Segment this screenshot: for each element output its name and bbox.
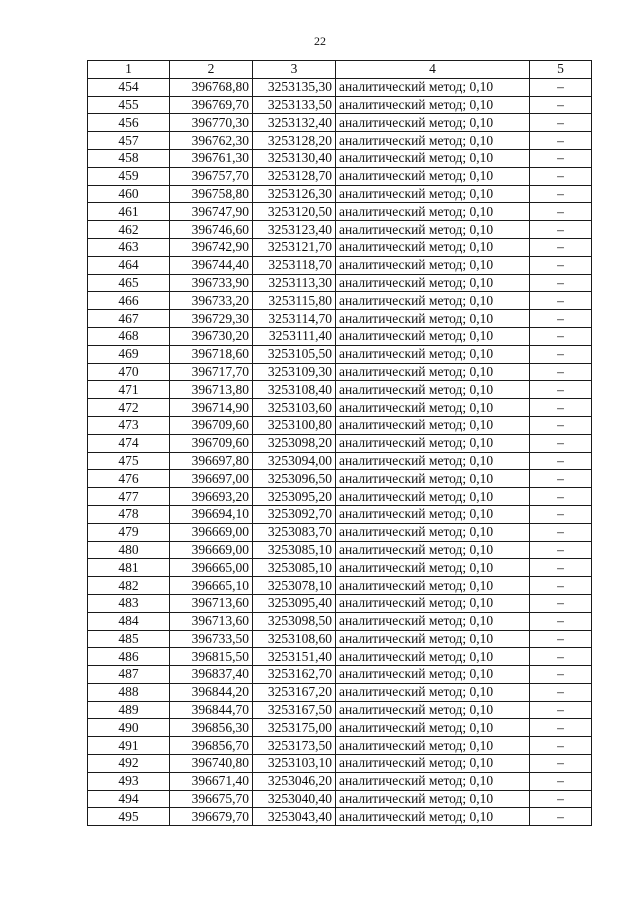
point-number-cell: 468 xyxy=(88,327,170,345)
point-number-cell: 478 xyxy=(88,505,170,523)
table-row xyxy=(88,683,592,701)
point-number-cell: 461 xyxy=(88,203,170,221)
y-coordinate-cell: 3253120,50 xyxy=(253,203,336,221)
x-coordinate-cell: 396713,60 xyxy=(170,612,253,630)
header-col-4: 4 xyxy=(336,61,530,79)
note-cell: – xyxy=(530,78,592,96)
table-row xyxy=(88,772,592,790)
method-accuracy-cell: аналитический метод; 0,10 xyxy=(336,238,530,256)
point-number-cell: 479 xyxy=(88,523,170,541)
y-coordinate-cell: 3253095,40 xyxy=(253,594,336,612)
point-number-cell: 490 xyxy=(88,719,170,737)
y-coordinate-cell: 3253118,70 xyxy=(253,256,336,274)
point-number-cell: 484 xyxy=(88,612,170,630)
method-accuracy-cell: аналитический метод; 0,10 xyxy=(336,363,530,381)
x-coordinate-cell: 396844,20 xyxy=(170,683,253,701)
table-row xyxy=(88,808,592,826)
point-number-cell: 491 xyxy=(88,737,170,755)
method-accuracy-cell: аналитический метод; 0,10 xyxy=(336,505,530,523)
table-row xyxy=(88,790,592,808)
point-number-cell: 458 xyxy=(88,149,170,167)
method-accuracy-cell: аналитический метод; 0,10 xyxy=(336,541,530,559)
y-coordinate-cell: 3253126,30 xyxy=(253,185,336,203)
note-cell: – xyxy=(530,416,592,434)
point-number-cell: 474 xyxy=(88,434,170,452)
method-accuracy-cell: аналитический метод; 0,10 xyxy=(336,256,530,274)
note-cell: – xyxy=(530,559,592,577)
method-accuracy-cell: аналитический метод; 0,10 xyxy=(336,149,530,167)
y-coordinate-cell: 3253109,30 xyxy=(253,363,336,381)
point-number-cell: 477 xyxy=(88,488,170,506)
note-cell: – xyxy=(530,149,592,167)
header-col-1: 1 xyxy=(88,61,170,79)
note-cell: – xyxy=(530,452,592,470)
point-number-cell: 481 xyxy=(88,559,170,577)
x-coordinate-cell: 396729,30 xyxy=(170,310,253,328)
method-accuracy-cell: аналитический метод; 0,10 xyxy=(336,399,530,417)
method-accuracy-cell: аналитический метод; 0,10 xyxy=(336,327,530,345)
x-coordinate-cell: 396675,70 xyxy=(170,790,253,808)
point-number-cell: 462 xyxy=(88,221,170,239)
method-accuracy-cell: аналитический метод; 0,10 xyxy=(336,167,530,185)
y-coordinate-cell: 3253123,40 xyxy=(253,221,336,239)
page-number: 22 xyxy=(314,34,326,48)
note-cell: – xyxy=(530,541,592,559)
x-coordinate-cell: 396747,90 xyxy=(170,203,253,221)
method-accuracy-cell: аналитический метод; 0,10 xyxy=(336,755,530,773)
table-row xyxy=(88,256,592,274)
method-accuracy-cell: аналитический метод; 0,10 xyxy=(336,790,530,808)
note-cell: – xyxy=(530,719,592,737)
x-coordinate-cell: 396697,80 xyxy=(170,452,253,470)
table-row xyxy=(88,381,592,399)
table-row xyxy=(88,666,592,684)
method-accuracy-cell: аналитический метод; 0,10 xyxy=(336,221,530,239)
method-accuracy-cell: аналитический метод; 0,10 xyxy=(336,666,530,684)
note-cell: – xyxy=(530,737,592,755)
method-accuracy-cell: аналитический метод; 0,10 xyxy=(336,648,530,666)
table-row xyxy=(88,523,592,541)
y-coordinate-cell: 3253113,30 xyxy=(253,274,336,292)
note-cell: – xyxy=(530,612,592,630)
y-coordinate-cell: 3253167,50 xyxy=(253,701,336,719)
method-accuracy-cell: аналитический метод; 0,10 xyxy=(336,78,530,96)
table-row xyxy=(88,221,592,239)
point-number-cell: 488 xyxy=(88,683,170,701)
x-coordinate-cell: 396844,70 xyxy=(170,701,253,719)
note-cell: – xyxy=(530,274,592,292)
method-accuracy-cell: аналитический метод; 0,10 xyxy=(336,612,530,630)
point-number-cell: 486 xyxy=(88,648,170,666)
y-coordinate-cell: 3253103,10 xyxy=(253,755,336,773)
y-coordinate-cell: 3253085,10 xyxy=(253,559,336,577)
method-accuracy-cell: аналитический метод; 0,10 xyxy=(336,683,530,701)
method-accuracy-cell: аналитический метод; 0,10 xyxy=(336,701,530,719)
note-cell: – xyxy=(530,488,592,506)
note-cell: – xyxy=(530,577,592,595)
note-cell: – xyxy=(530,310,592,328)
table-row xyxy=(88,310,592,328)
table-row xyxy=(88,755,592,773)
y-coordinate-cell: 3253121,70 xyxy=(253,238,336,256)
x-coordinate-cell: 396713,60 xyxy=(170,594,253,612)
x-coordinate-cell: 396671,40 xyxy=(170,772,253,790)
y-coordinate-cell: 3253098,20 xyxy=(253,434,336,452)
method-accuracy-cell: аналитический метод; 0,10 xyxy=(336,310,530,328)
header-col-5: 5 xyxy=(530,61,592,79)
point-number-cell: 471 xyxy=(88,381,170,399)
note-cell: – xyxy=(530,185,592,203)
note-cell: – xyxy=(530,523,592,541)
method-accuracy-cell: аналитический метод; 0,10 xyxy=(336,381,530,399)
method-accuracy-cell: аналитический метод; 0,10 xyxy=(336,292,530,310)
method-accuracy-cell: аналитический метод; 0,10 xyxy=(336,274,530,292)
note-cell: – xyxy=(530,683,592,701)
table-row xyxy=(88,114,592,132)
table-header-row xyxy=(88,61,592,79)
table-row xyxy=(88,470,592,488)
table-row xyxy=(88,96,592,114)
point-number-cell: 459 xyxy=(88,167,170,185)
y-coordinate-cell: 3253167,20 xyxy=(253,683,336,701)
x-coordinate-cell: 396693,20 xyxy=(170,488,253,506)
y-coordinate-cell: 3253040,40 xyxy=(253,790,336,808)
x-coordinate-cell: 396758,80 xyxy=(170,185,253,203)
note-cell: – xyxy=(530,701,592,719)
y-coordinate-cell: 3253043,40 xyxy=(253,808,336,826)
point-number-cell: 466 xyxy=(88,292,170,310)
point-number-cell: 464 xyxy=(88,256,170,274)
table-row xyxy=(88,274,592,292)
x-coordinate-cell: 396837,40 xyxy=(170,666,253,684)
y-coordinate-cell: 3253046,20 xyxy=(253,772,336,790)
point-number-cell: 495 xyxy=(88,808,170,826)
y-coordinate-cell: 3253094,00 xyxy=(253,452,336,470)
note-cell: – xyxy=(530,630,592,648)
y-coordinate-cell: 3253114,70 xyxy=(253,310,336,328)
x-coordinate-cell: 396679,70 xyxy=(170,808,253,826)
method-accuracy-cell: аналитический метод; 0,10 xyxy=(336,114,530,132)
x-coordinate-cell: 396713,80 xyxy=(170,381,253,399)
point-number-cell: 487 xyxy=(88,666,170,684)
x-coordinate-cell: 396742,90 xyxy=(170,238,253,256)
note-cell: – xyxy=(530,327,592,345)
x-coordinate-cell: 396856,70 xyxy=(170,737,253,755)
point-number-cell: 454 xyxy=(88,78,170,96)
method-accuracy-cell: аналитический метод; 0,10 xyxy=(336,416,530,434)
y-coordinate-cell: 3253132,40 xyxy=(253,114,336,132)
point-number-cell: 476 xyxy=(88,470,170,488)
point-number-cell: 492 xyxy=(88,755,170,773)
y-coordinate-cell: 3253098,50 xyxy=(253,612,336,630)
x-coordinate-cell: 396718,60 xyxy=(170,345,253,363)
x-coordinate-cell: 396757,70 xyxy=(170,167,253,185)
method-accuracy-cell: аналитический метод; 0,10 xyxy=(336,594,530,612)
y-coordinate-cell: 3253128,70 xyxy=(253,167,336,185)
point-number-cell: 457 xyxy=(88,132,170,150)
note-cell: – xyxy=(530,399,592,417)
method-accuracy-cell: аналитический метод; 0,10 xyxy=(336,772,530,790)
x-coordinate-cell: 396665,10 xyxy=(170,577,253,595)
point-number-cell: 465 xyxy=(88,274,170,292)
x-coordinate-cell: 396709,60 xyxy=(170,434,253,452)
note-cell: – xyxy=(530,434,592,452)
x-coordinate-cell: 396717,70 xyxy=(170,363,253,381)
table-row xyxy=(88,327,592,345)
table-row xyxy=(88,345,592,363)
point-number-cell: 489 xyxy=(88,701,170,719)
method-accuracy-cell: аналитический метод; 0,10 xyxy=(336,737,530,755)
method-accuracy-cell: аналитический метод; 0,10 xyxy=(336,434,530,452)
method-accuracy-cell: аналитический метод; 0,10 xyxy=(336,719,530,737)
method-accuracy-cell: аналитический метод; 0,10 xyxy=(336,630,530,648)
x-coordinate-cell: 396768,80 xyxy=(170,78,253,96)
table-row xyxy=(88,719,592,737)
y-coordinate-cell: 3253105,50 xyxy=(253,345,336,363)
point-number-cell: 473 xyxy=(88,416,170,434)
x-coordinate-cell: 396697,00 xyxy=(170,470,253,488)
x-coordinate-cell: 396746,60 xyxy=(170,221,253,239)
note-cell: – xyxy=(530,808,592,826)
point-number-cell: 480 xyxy=(88,541,170,559)
x-coordinate-cell: 396762,30 xyxy=(170,132,253,150)
point-number-cell: 493 xyxy=(88,772,170,790)
table-row xyxy=(88,399,592,417)
point-number-cell: 483 xyxy=(88,594,170,612)
point-number-cell: 470 xyxy=(88,363,170,381)
y-coordinate-cell: 3253103,60 xyxy=(253,399,336,417)
table-row xyxy=(88,452,592,470)
note-cell: – xyxy=(530,114,592,132)
point-number-cell: 467 xyxy=(88,310,170,328)
x-coordinate-cell: 396733,90 xyxy=(170,274,253,292)
header-col-2: 2 xyxy=(170,61,253,79)
note-cell: – xyxy=(530,505,592,523)
method-accuracy-cell: аналитический метод; 0,10 xyxy=(336,577,530,595)
method-accuracy-cell: аналитический метод; 0,10 xyxy=(336,132,530,150)
y-coordinate-cell: 3253100,80 xyxy=(253,416,336,434)
y-coordinate-cell: 3253083,70 xyxy=(253,523,336,541)
note-cell: – xyxy=(530,345,592,363)
y-coordinate-cell: 3253130,40 xyxy=(253,149,336,167)
table-row xyxy=(88,132,592,150)
header-col-3: 3 xyxy=(253,61,336,79)
y-coordinate-cell: 3253108,40 xyxy=(253,381,336,399)
table-row xyxy=(88,434,592,452)
y-coordinate-cell: 3253085,10 xyxy=(253,541,336,559)
x-coordinate-cell: 396694,10 xyxy=(170,505,253,523)
point-number-cell: 455 xyxy=(88,96,170,114)
table-row xyxy=(88,488,592,506)
method-accuracy-cell: аналитический метод; 0,10 xyxy=(336,203,530,221)
method-accuracy-cell: аналитический метод; 0,10 xyxy=(336,559,530,577)
table-row xyxy=(88,149,592,167)
method-accuracy-cell: аналитический метод; 0,10 xyxy=(336,452,530,470)
table-row xyxy=(88,363,592,381)
x-coordinate-cell: 396770,30 xyxy=(170,114,253,132)
x-coordinate-cell: 396714,90 xyxy=(170,399,253,417)
y-coordinate-cell: 3253096,50 xyxy=(253,470,336,488)
point-number-cell: 482 xyxy=(88,577,170,595)
y-coordinate-cell: 3253111,40 xyxy=(253,327,336,345)
note-cell: – xyxy=(530,256,592,274)
point-number-cell: 472 xyxy=(88,399,170,417)
note-cell: – xyxy=(530,790,592,808)
x-coordinate-cell: 396769,70 xyxy=(170,96,253,114)
table-body xyxy=(88,78,592,825)
x-coordinate-cell: 396669,00 xyxy=(170,541,253,559)
y-coordinate-cell: 3253108,60 xyxy=(253,630,336,648)
method-accuracy-cell: аналитический метод; 0,10 xyxy=(336,523,530,541)
method-accuracy-cell: аналитический метод; 0,10 xyxy=(336,345,530,363)
point-number-cell: 469 xyxy=(88,345,170,363)
note-cell: – xyxy=(530,363,592,381)
x-coordinate-cell: 396669,00 xyxy=(170,523,253,541)
x-coordinate-cell: 396856,30 xyxy=(170,719,253,737)
y-coordinate-cell: 3253095,20 xyxy=(253,488,336,506)
point-number-cell: 463 xyxy=(88,238,170,256)
table-row xyxy=(88,541,592,559)
table-row xyxy=(88,185,592,203)
y-coordinate-cell: 3253133,50 xyxy=(253,96,336,114)
note-cell: – xyxy=(530,470,592,488)
table-row xyxy=(88,203,592,221)
y-coordinate-cell: 3253175,00 xyxy=(253,719,336,737)
y-coordinate-cell: 3253173,50 xyxy=(253,737,336,755)
table-row xyxy=(88,78,592,96)
x-coordinate-cell: 396733,20 xyxy=(170,292,253,310)
note-cell: – xyxy=(530,594,592,612)
note-cell: – xyxy=(530,292,592,310)
table-row xyxy=(88,594,592,612)
table-row xyxy=(88,701,592,719)
table-row xyxy=(88,630,592,648)
note-cell: – xyxy=(530,755,592,773)
x-coordinate-cell: 396730,20 xyxy=(170,327,253,345)
coordinates-table xyxy=(87,60,592,826)
note-cell: – xyxy=(530,132,592,150)
note-cell: – xyxy=(530,238,592,256)
x-coordinate-cell: 396665,00 xyxy=(170,559,253,577)
y-coordinate-cell: 3253115,80 xyxy=(253,292,336,310)
x-coordinate-cell: 396740,80 xyxy=(170,755,253,773)
table-row xyxy=(88,238,592,256)
method-accuracy-cell: аналитический метод; 0,10 xyxy=(336,470,530,488)
method-accuracy-cell: аналитический метод; 0,10 xyxy=(336,96,530,114)
note-cell: – xyxy=(530,381,592,399)
table-row xyxy=(88,612,592,630)
x-coordinate-cell: 396815,50 xyxy=(170,648,253,666)
note-cell: – xyxy=(530,666,592,684)
y-coordinate-cell: 3253135,30 xyxy=(253,78,336,96)
note-cell: – xyxy=(530,167,592,185)
note-cell: – xyxy=(530,772,592,790)
table-row xyxy=(88,167,592,185)
table-row xyxy=(88,577,592,595)
table-row xyxy=(88,416,592,434)
point-number-cell: 485 xyxy=(88,630,170,648)
y-coordinate-cell: 3253151,40 xyxy=(253,648,336,666)
y-coordinate-cell: 3253092,70 xyxy=(253,505,336,523)
y-coordinate-cell: 3253078,10 xyxy=(253,577,336,595)
note-cell: – xyxy=(530,96,592,114)
point-number-cell: 475 xyxy=(88,452,170,470)
x-coordinate-cell: 396733,50 xyxy=(170,630,253,648)
method-accuracy-cell: аналитический метод; 0,10 xyxy=(336,185,530,203)
y-coordinate-cell: 3253128,20 xyxy=(253,132,336,150)
point-number-cell: 494 xyxy=(88,790,170,808)
point-number-cell: 456 xyxy=(88,114,170,132)
note-cell: – xyxy=(530,221,592,239)
table-row xyxy=(88,292,592,310)
note-cell: – xyxy=(530,203,592,221)
table-row xyxy=(88,737,592,755)
method-accuracy-cell: аналитический метод; 0,10 xyxy=(336,488,530,506)
x-coordinate-cell: 396744,40 xyxy=(170,256,253,274)
y-coordinate-cell: 3253162,70 xyxy=(253,666,336,684)
x-coordinate-cell: 396709,60 xyxy=(170,416,253,434)
table-row xyxy=(88,559,592,577)
note-cell: – xyxy=(530,648,592,666)
table-row xyxy=(88,648,592,666)
table-row xyxy=(88,505,592,523)
x-coordinate-cell: 396761,30 xyxy=(170,149,253,167)
method-accuracy-cell: аналитический метод; 0,10 xyxy=(336,808,530,826)
point-number-cell: 460 xyxy=(88,185,170,203)
